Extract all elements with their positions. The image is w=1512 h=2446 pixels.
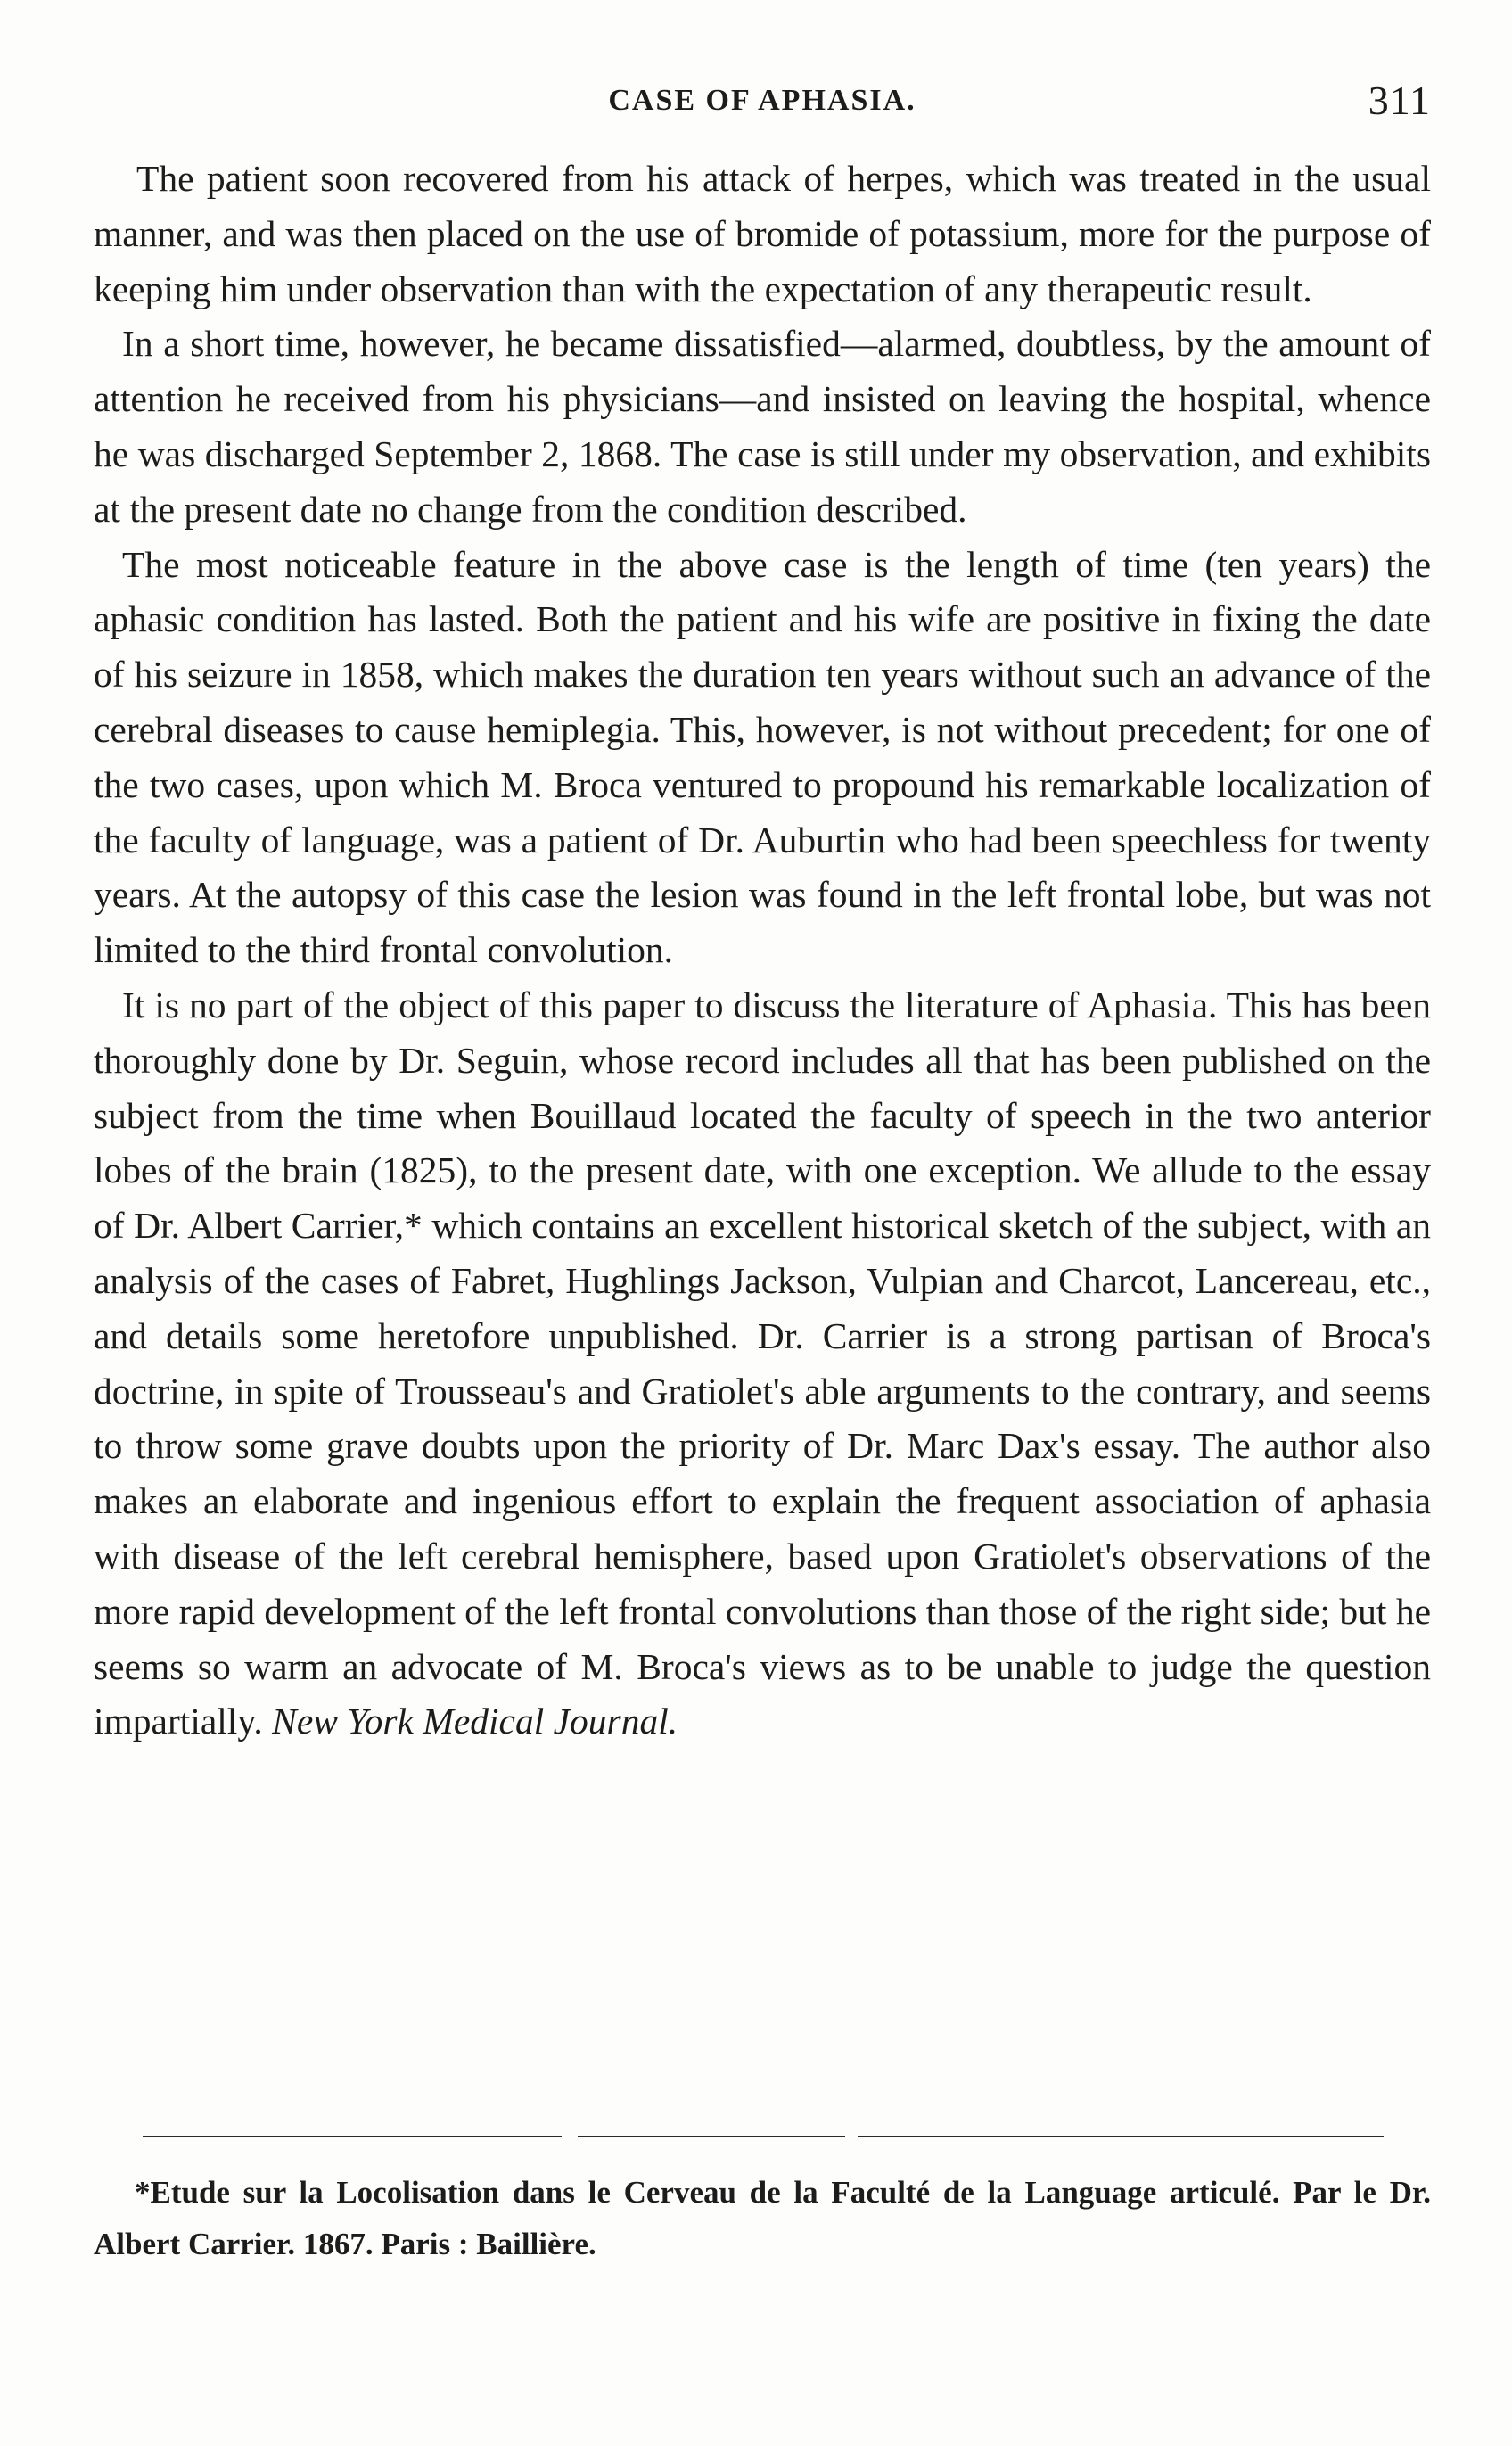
footnote-rule-left xyxy=(143,2136,562,2137)
body-text xyxy=(94,152,1431,1750)
footnote-rule-right xyxy=(858,2136,1384,2137)
paragraph-duration: The most noticeable feature in the above case is the length of time (ten years) the aphasic condition has lasted. Both the patient and his wife are positive in fixing the date of his seizure in 1858, which makes the duration ten years without such an advance of the cerebral diseases to cause hemiplegia. This, however, is not without precedent; for one of the two cases, upon which M. Broca ventured to propound his remarkable localization of the faculty of language, was a patient of Dr. Auburtin who had been speechless for twenty years. At the autopsy of this case the lesion was found in the left frontal lobe, but was not limited to the third frontal convolution. xyxy=(94,543,1431,971)
running-title: CASE OF APHASIA. xyxy=(608,84,916,117)
footnote xyxy=(94,2167,1431,2270)
source-citation: New York Medical Journal. xyxy=(272,1701,678,1742)
running-head xyxy=(94,71,1431,125)
footnote-rule-middle xyxy=(578,2136,845,2137)
paragraph-literature xyxy=(94,978,1431,1750)
footnote-text: *Etude sur la Locolisation dans le Cerveau de la Faculté de la Language articulé. Par le Dr. Albert Carrier. 1867. Paris : Baillière. xyxy=(94,2175,1431,2261)
paragraph-literature-text: It is no part of the object of this paper to discuss the literature of Aphasia. This has been thoroughly done by Dr. Seguin, whose record includes all that has been published on the subject from the time when Bouillaud located the faculty of speech in the two anterior lobes of the brain (1825), to the present date, with one exception. We allude to the essay of Dr. Albert Carrier,* which contains an excellent historical sketch of the subject, with an analysis of the cases of Fabret, Hughlings Jackson, Vulpian and Charcot, Lancereau, etc., and details some heretofore unpublished. Dr. Carrier is a strong partisan of Broca's doctrine, in spite of Trousseau's and Gratiolet's able arguments to the contrary, and seems to throw some grave doubts upon the priority of Dr. Marc Dax's essay. The author also makes an elaborate and ingenious effort to explain the frequent association of aphasia with disease of the left cerebral hemisphere, based upon Gratiolet's observations of the more rapid development of the left frontal convolutions than those of the right side; but he seems so warm an advocate of M. Broca's views as to be unable to judge the question impartially. xyxy=(94,984,1431,1742)
paragraph-discharge: In a short time, however, he became dissatisfied—alarmed, doubtless, by the amount of attention he received from his physicians—and insisted on leaving the hospital, whence he was discharged September 2, 1868. The case is still under my observation, and exhibits at the present date no change from the condition described. xyxy=(94,323,1431,530)
page-number: 311 xyxy=(1368,78,1431,123)
paragraph-herpes-recovery: The patient soon recovered from his attack of herpes, which was treated in the usual manner, and was then placed on the use of bromide of potassium, more for the purpose of keeping him under observation than with the expectation of any therapeutic result. xyxy=(94,158,1431,309)
